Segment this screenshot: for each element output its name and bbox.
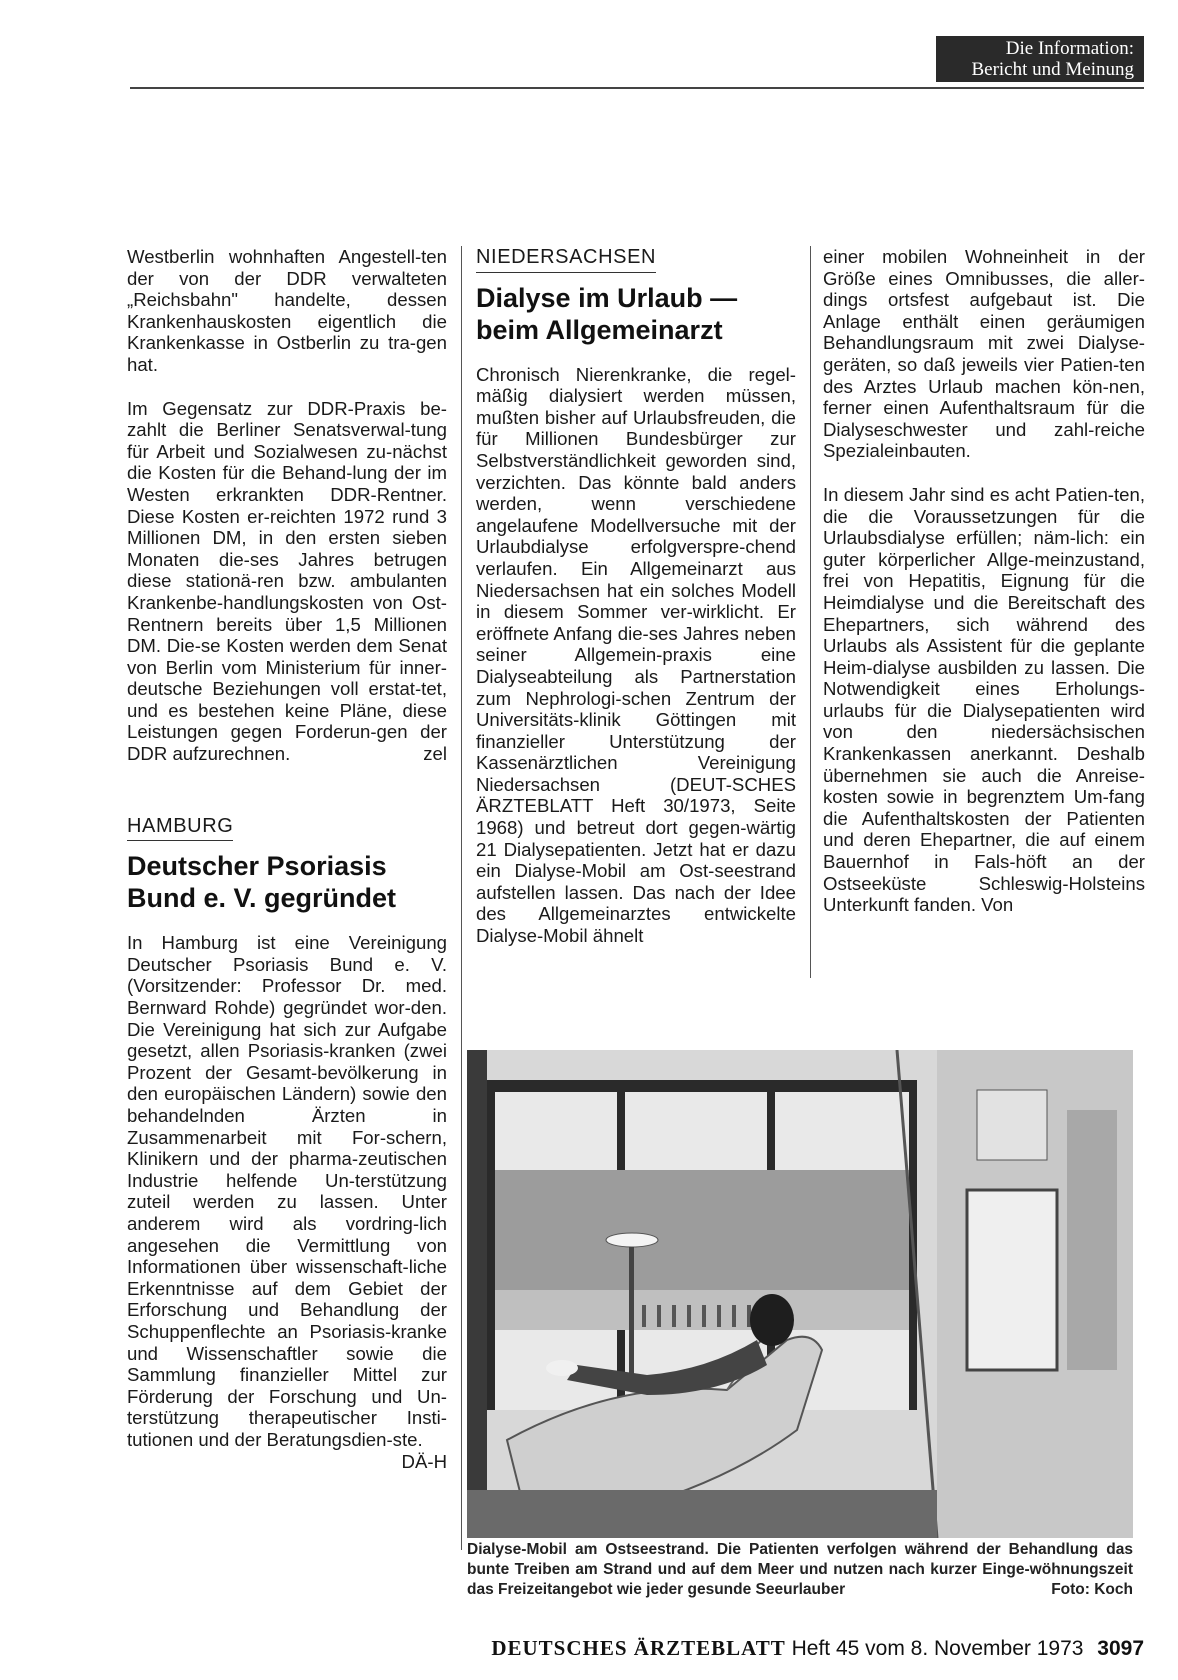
article-continuation-paragraph-2 xyxy=(127,398,447,765)
column-2 xyxy=(476,246,796,947)
dialysis-photo xyxy=(467,1050,1133,1538)
section-label-line1: Die Information: xyxy=(1005,38,1134,59)
kicker-niedersachsen: NIEDERSACHSEN xyxy=(476,247,656,273)
photo-credit: Foto: Koch xyxy=(1051,1581,1133,1598)
article-hamburg xyxy=(127,814,447,1472)
article-body-dialyse: Chronisch Nierenkranke, die regel-mäßig dialysiert werden müssen, mußten bisher auf Urlaubsfreuden, die für Millionen Bundesbürger zur Selbstverständlichkeit geworden sind, verzichten. Das könnte bald anders werden, wenn verschiedene angelaufene Modellversuche mit der Urlaubdialyse erfolgverspre-chend verlaufen. Ein Allgemeinarzt aus Niedersachsen hat ein solches Modell in diesem Sommer ver-wirklicht. Er eröffnete Anfang die-ses Jahres neben seiner Allgemein-praxis eine Dialyseabteilung als Partnerstation zum Nephrologi-schen Zentrum der Universitäts-klinik Göttingen mit finanzieller Unterstützung der Kassenärztlichen Vereinigung Niedersachsen (DEUT-SCHES ÄRZTEBLATT Heft 30/1973, Seite 1968) und betreut dort gegen-wärtig 21 Dialysepatienten. Jetzt hat er dazu ein Dialyse-Mobil am Ost-seestrand aufstellen lassen. Das nach der Idee des Allgemeinarztes entwickelte Dialyse-Mobil ähnelt xyxy=(476,363,796,947)
photo-caption-text: Dialyse-Mobil am Ostseestrand. Die Patienten verfolgen während der Behandlung das bunte Treiben am Strand und auf dem Meer und nutzen nach kurzer Einge-wöhnungszeit das Freizeitangebot wie jeder gesunde Seeurlauber xyxy=(467,1541,1133,1598)
page-footer xyxy=(470,1636,1144,1661)
column-divider-1 xyxy=(461,246,462,1550)
article-body-psoriasis xyxy=(127,932,447,1472)
headline-psoriasis: Deutscher Psoriasis Bund e. V. gegründet xyxy=(127,851,397,914)
section-label-line2: Bericht und Meinung xyxy=(971,59,1134,80)
psoriasis-text: In Hamburg ist eine Vereinigung Deutscher Psoriasis Bund e. V. (Vorsitzender: Professor Dr. med. Bernward Rohde) gegründet wor-den. Die Vereinigung hat sich zur Aufgabe gesetzt, allen Psoriasis-kranken (zwei Prozent der Gesamt-bevölkerung in den europäischen Ländern) sowie den behandelnden Ärzten in Zusammenarbeit mit For-schern, Klinikern und der pharma-zeutischen Industrie helfende Un-terstützung zuteil werden zu lassen. Unter anderem wird als vordring-lich angesehen die Vermittlung von Informationen über wissenschaft-liche Erkenntnisse auf dem Gebiet der Erforschung und Behandlung der Schuppenflechte an Psoriasis-kranke und Wissenschaftler sowie die Sammlung finanzieller Mittel zur Förderung der Forschung und Un-terstützung therapeutischer Insti-tutionen und der Beratungsdien-ste. xyxy=(127,932,447,1450)
column-1 xyxy=(127,246,447,1472)
dialysis-photo-illustration xyxy=(467,1050,1133,1538)
header-rule xyxy=(130,87,1144,89)
section-badge xyxy=(936,36,1144,82)
magazine-name: DEUTSCHES ÄRZTEBLATT xyxy=(491,1636,786,1660)
photo-caption xyxy=(467,1540,1133,1600)
author-signoff-zel: zel xyxy=(423,743,447,765)
column-3 xyxy=(823,246,1145,916)
kicker-hamburg: HAMBURG xyxy=(127,816,233,842)
article-continuation-paragraph-1: Westberlin wohnhaften Angestell-ten der von der DDR verwalteten „Reichsbahn" handelte, dessen Krankenhauskosten eigentlich die Krankenkasse in Ostberlin zu tra-gen hat. xyxy=(127,246,447,375)
article-continuation-text: Im Gegensatz zur DDR-Praxis be-zahlt die Berliner Senatsverwal-tung für Arbeit und Sozialwesen zu-nächst die Kosten für die Behand-lung der im Westen erkrankten DDR-Rentner. Diese Kosten er-reichten 1972 rund 3 Millionen DM, in den ersten sieben Monaten die-ses Jahres betrugen diese stationä-ren bzw. ambulanten Krankenbe-handlungskosten von Ost-Rentnern bereits über 1,5 Millionen DM. Die-se Kosten werden dem Senat von Berlin vom Ministerium für inner-deutsche Beziehungen voll erstat-tet, und es bestehen keine Pläne, diese Leistungen gegen Forderun-gen der DDR aufzurechnen. xyxy=(127,397,447,765)
dialyse-continuation-paragraph-2: In diesem Jahr sind es acht Patien-ten, die die Voraussetzungen für die Urlaubsdialyse erfüllen; näm-lich: ein guter körperlicher Allge-meinzustand, frei von Hepatitis, Eignung für die Heimdialyse und die Bereitschaft des Ehepartners, sich während des Urlaubs als Assistent für die geplante Heim-dialyse ausbilden zu lassen. Die Notwendigkeit eines Erholungs-urlaubs für die Dialysepatienten wird von den niedersächsischen Krankenkassen anerkannt. Deshalb übernehmen sie auch die Anreise-kosten sowie in begrenztem Um-fang die Aufenthaltskosten der Patienten und deren Ehepartner, die auf einem Bauernhof in Fals-höft an der Ostseeküste Schleswig-Holsteins Unterkunft fanden. Von xyxy=(823,483,1145,916)
column-divider-2 xyxy=(810,246,811,978)
issue-info: Heft 45 vom 8. November 1973 xyxy=(791,1637,1084,1660)
author-signoff-dah: DÄ-H xyxy=(401,1450,447,1472)
dialyse-continuation-paragraph-1: einer mobilen Wohneinheit in der Größe eines Omnibusses, die aller-dings ortsfest aufgebaut ist. Die Anlage enthält einen geräumigen Behandlungsraum mit zwei Dialyse-geräten, so daß jeweils vier Patien-ten des Arztes Urlaub machen kön-nen, ferner einen Aufenthaltsraum für die Dialyseschwester und zahl-reiche Spezialeinbauten. xyxy=(823,246,1145,462)
headline-dialyse: Dialyse im Urlaub — beim Allgemeinarzt xyxy=(476,282,738,345)
page-number: 3097 xyxy=(1097,1637,1144,1660)
